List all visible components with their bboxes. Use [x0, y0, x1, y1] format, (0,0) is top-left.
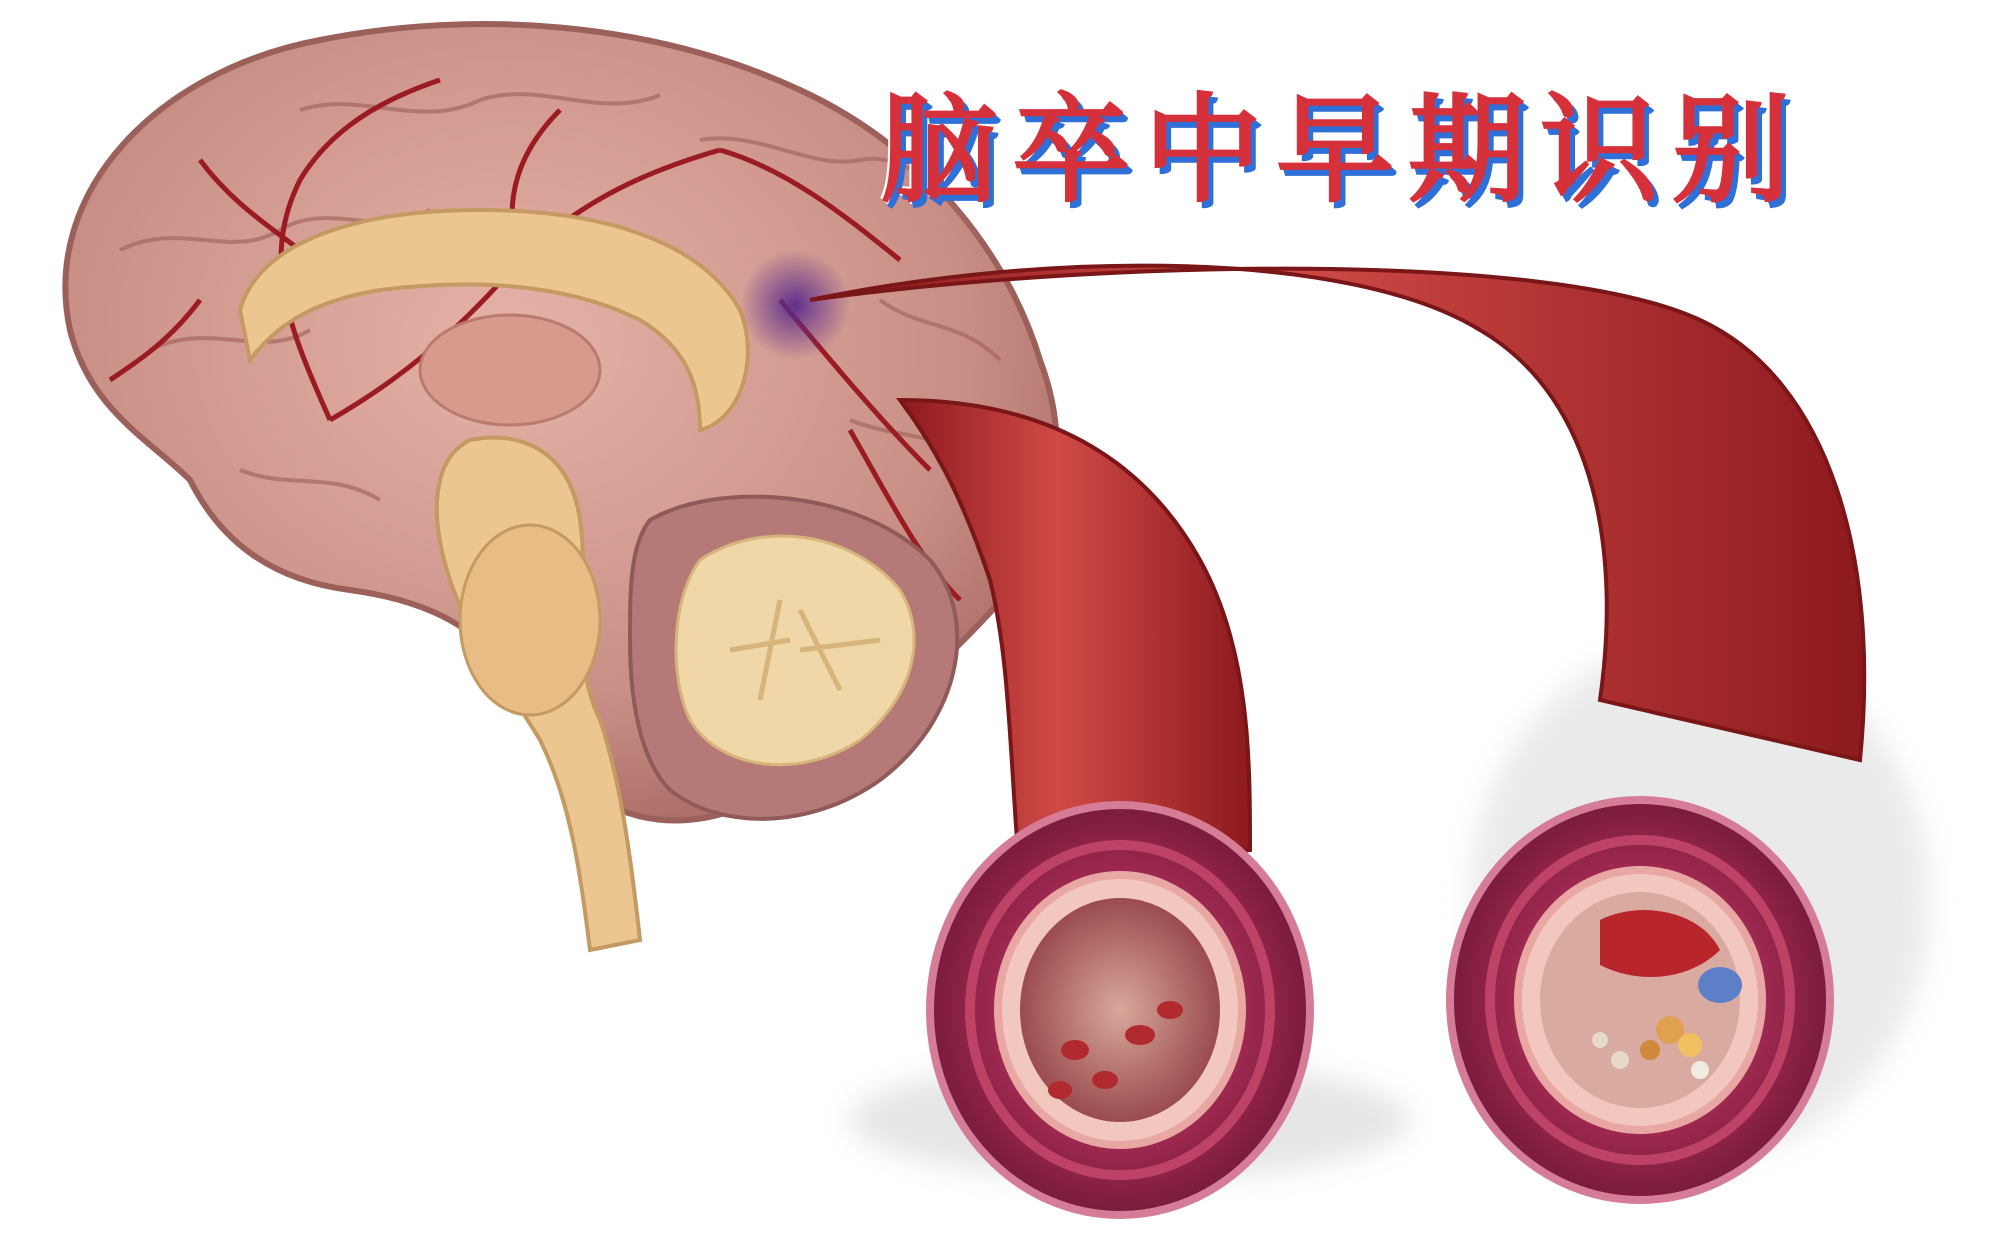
- healthy-artery-cross-section: [930, 805, 1310, 1215]
- stroke-lesion: [740, 250, 850, 360]
- cerebellum: [630, 497, 957, 819]
- pons: [460, 525, 600, 715]
- page-title: 脑卒中早期识别: [880, 80, 1805, 219]
- cholesterol-deposit: [1698, 967, 1742, 1003]
- plaque-artery-cross-section: [1450, 800, 1830, 1200]
- thalamus: [420, 315, 600, 425]
